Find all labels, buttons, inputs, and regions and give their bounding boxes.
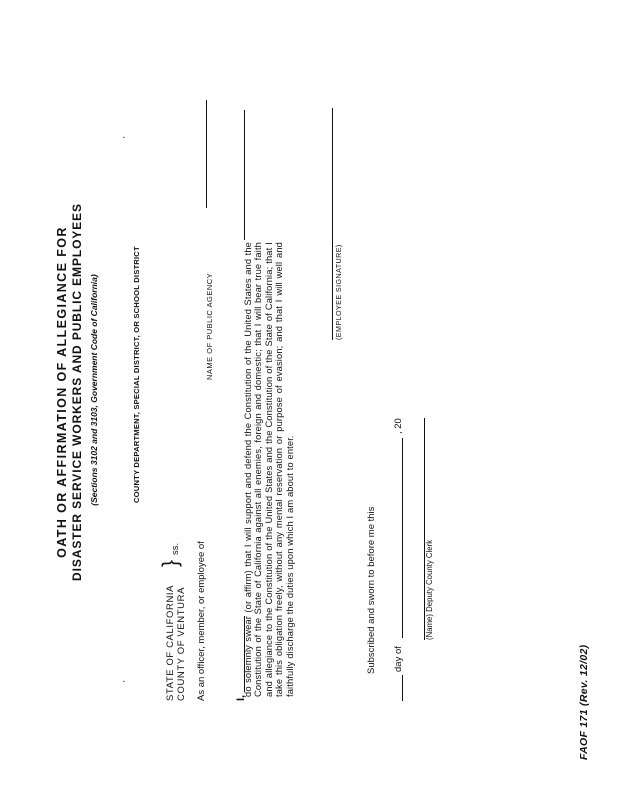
county-line: COUNTY OF VENTURA (176, 586, 187, 701)
month-field[interactable] (402, 438, 403, 638)
form-subtitle: (Sections 3102 and 3103, Government Code of California) (89, 274, 99, 506)
oath-i-label: I, (235, 694, 247, 701)
employee-name-field-end (244, 110, 245, 240)
year-label: , 20 (393, 418, 404, 434)
day-field[interactable] (402, 675, 403, 701)
state-line: STATE OF CALIFORNIA (165, 584, 176, 701)
form-title-line-2: DISASTER SERVICE WORKERS AND PUBLIC EMPLOYEES (70, 203, 84, 581)
public-agency-label: NAME OF PUBLIC AGENCY (205, 272, 214, 380)
venue-block (165, 585, 187, 701)
signature-label: (EMPLOYEE SIGNATURE) (334, 244, 343, 340)
subscribed-text: Subscribed and sworn to before me this (366, 506, 377, 674)
agency-line-label: COUNTY DEPARTMENT, SPECIAL DISTRICT, OR SCHOOL DISTRICT (132, 246, 141, 503)
form-number: FAOF 171 (Rev. 12/02) (578, 644, 590, 760)
scan-mark: ' (122, 136, 131, 138)
brace-symbol: } (159, 559, 182, 567)
scan-mark: ' (122, 680, 131, 682)
officer-text: As an officer, member, or employee of (196, 541, 207, 701)
public-agency-name-field[interactable] (206, 100, 207, 208)
ss-label: ss. (170, 542, 181, 555)
form-title-line-1: OATH OR AFFIRMATION OF ALLEGIANCE FOR (55, 226, 69, 558)
oath-body-text: do solemnly swear (or affirm) that I will support and defend the Constitution of the United States and the Constitution of the State of California against all enemies, foreign and domestic; that I will bear true faith and allegiance to the Constitution of the United States and the Constitution of the State of California; that I take this obligation freely, without any mental reservation or purpose of evasion; and that I will well and faithfully discharge the duties upon which I am about to enter. (243, 242, 295, 697)
clerk-label: (Name) Deputy County Clerk (425, 539, 434, 640)
day-of-label: day of (393, 646, 404, 672)
employee-signature-field[interactable] (332, 108, 333, 340)
